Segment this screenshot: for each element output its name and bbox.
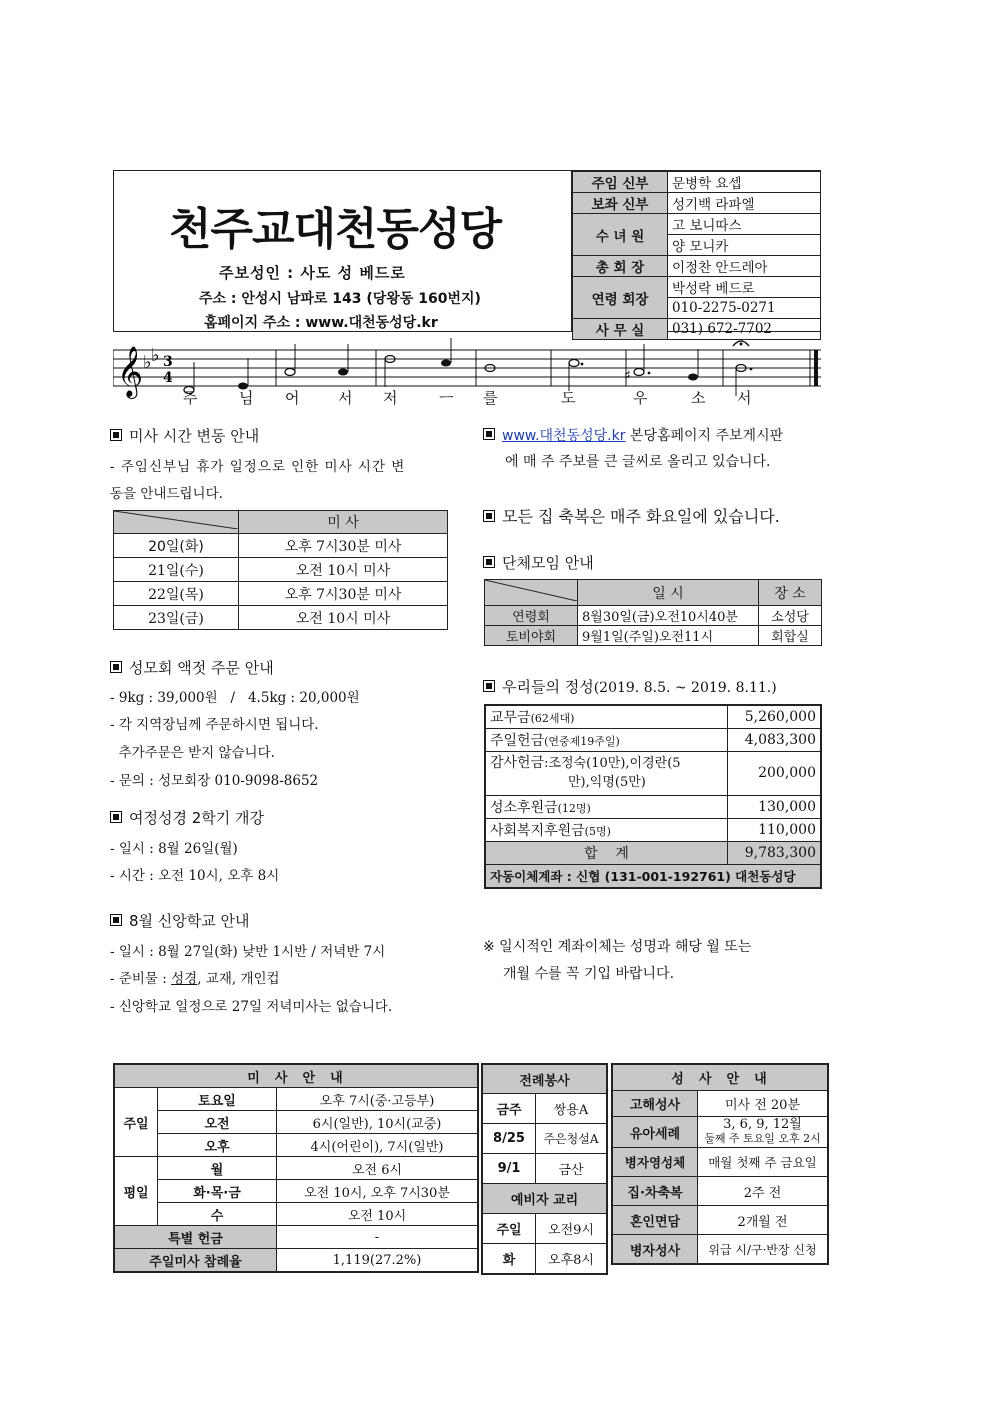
mass-day: 토요일 <box>158 1088 277 1111</box>
salted-fish-line: 추가주문은 받지 않습니다. <box>110 745 275 761</box>
staff-label: 총 회 장 <box>573 256 668 277</box>
liturgy-name: 금산 <box>536 1154 608 1184</box>
section-title-mass-change: 미사 시간 변동 안내 <box>110 425 259 446</box>
catechumen-time: 오전9시 <box>536 1214 608 1244</box>
sunday-label: 주일 <box>114 1088 158 1157</box>
end-barline <box>814 350 818 386</box>
bulletin-header <box>113 170 821 339</box>
groups-table <box>484 579 822 646</box>
square-bullet-icon <box>110 429 122 441</box>
sacrament-value: 2주 전 <box>698 1177 829 1206</box>
square-bullet-icon <box>483 556 495 568</box>
staff-label: 연령 회장 <box>573 277 668 319</box>
square-bullet-icon <box>483 680 495 692</box>
col-header: 장 소 <box>759 580 822 606</box>
mass-time: 6시(일반), 10시(교중) <box>277 1111 479 1134</box>
lyric-syllable: ㅡ <box>439 389 454 407</box>
faith-school-line: - 신앙학교 일정으로 27일 저녁미사는 없습니다. <box>110 999 393 1015</box>
treble-clef-icon: 𝄞 <box>117 346 144 397</box>
liturgy-header: 전례봉사 <box>482 1064 607 1094</box>
mass-time: 오전 6시 <box>277 1157 479 1180</box>
weekday-label: 평일 <box>114 1157 158 1226</box>
mass-time: 오전 10시, 오후 7시30분 <box>277 1180 479 1203</box>
staff-label: 사 무 실 <box>573 319 668 340</box>
svg-text:♯: ♯ <box>624 368 631 384</box>
mass-change-desc: 동을 안내드립니다. <box>110 486 223 502</box>
church-name: 천주교대천동성당 <box>169 204 502 255</box>
liturgy-name: 주은청설A <box>536 1124 608 1154</box>
col-header: 미 사 <box>239 511 448 534</box>
lyric-syllable: 서 <box>338 389 353 407</box>
transfer-note: ※ 일시적인 계좌이체는 성명과 해당 월 또는 <box>483 939 752 955</box>
sacrament-value: 매월 첫째 주 금요일 <box>698 1148 829 1177</box>
offering-total-label: 합 계 <box>485 841 728 864</box>
group-name: 연령회 <box>485 606 578 626</box>
staff-label: 주임 신부 <box>573 172 668 193</box>
mass-time: 4시(어린이), 7시(일반) <box>277 1134 479 1157</box>
mass-header: 미 사 안 내 <box>114 1064 478 1088</box>
offering-label: 주일헌금(연중제19주일) <box>485 728 728 751</box>
faith-school-line: - 일시 : 8월 27일(화) 낮반 1시반 / 저녁반 7시 <box>110 944 386 960</box>
homepage-address: 홈페이지 주소 : www.대천동성당.kr <box>204 315 438 331</box>
mass-day: 월 <box>158 1157 277 1180</box>
sacrament-label: 집·차축복 <box>612 1177 698 1206</box>
table-cell-day: 20일(화) <box>114 534 239 558</box>
catechumen-day: 화 <box>482 1244 536 1275</box>
mass-day: 수 <box>158 1203 277 1226</box>
mass-time: 오후 7시(중·고등부) <box>277 1088 479 1111</box>
svg-text:4: 4 <box>163 370 173 386</box>
table-cell-mass: 오전 10시 미사 <box>239 606 448 630</box>
mass-schedule-table <box>113 1063 479 1273</box>
sacrament-value: 미사 전 20분 <box>698 1091 829 1117</box>
svg-text:♭: ♭ <box>151 345 160 366</box>
offering-amount: 110,000 <box>728 818 822 841</box>
table-cell-mass: 오후 7시30분 미사 <box>239 582 448 606</box>
offering-amount: 130,000 <box>728 795 822 818</box>
diagonal-cell <box>485 580 578 606</box>
group-place: 소성당 <box>759 606 822 626</box>
staff-value: 031) 672-7702 <box>668 319 821 340</box>
table-cell-mass: 오후 7시30분 미사 <box>239 534 448 558</box>
square-bullet-icon <box>483 428 495 440</box>
notice-homepage-line2: 에 매 주 주보를 큰 글씨로 올리고 있습니다. <box>505 454 771 470</box>
section-title-salted-fish: 성모회 액젓 주문 안내 <box>110 657 274 678</box>
offering-amount: 4,083,300 <box>728 728 822 751</box>
lyric-syllable: 우 <box>633 389 648 407</box>
liturgy-date: 9/1 <box>482 1154 536 1184</box>
section-title-offerings: 우리들의 정성(2019. 8.5. ~ 2019. 8.11.) <box>483 676 777 697</box>
attendance-value: 1,119(27.2%) <box>277 1249 479 1273</box>
offering-label: 감사헌금:조정숙(10만),이경란(5 만),익명(5만) <box>485 751 728 795</box>
attendance-label: 주일미사 참례율 <box>114 1249 277 1273</box>
liturgy-name: 쌍용A <box>536 1094 608 1124</box>
table-cell-day: 22일(목) <box>114 582 239 606</box>
patron-saint: 주보성인 : 사도 성 베드로 <box>219 264 406 282</box>
offering-label: 사회복지후원금(5명) <box>485 818 728 841</box>
diagonal-cell <box>114 511 239 534</box>
offerings-table <box>484 704 822 889</box>
church-address: 주소 : 안성시 남파로 143 (당왕동 160번지) <box>199 291 481 307</box>
group-date: 9월1일(주일)오전11시 <box>578 626 759 646</box>
special-offering-value: - <box>277 1226 479 1249</box>
notice-house-blessing: 모든 집 축복은 매주 화요일에 있습니다. <box>483 504 780 527</box>
group-name: 토비야회 <box>485 626 578 646</box>
lyric-syllable: 님 <box>239 389 254 407</box>
offering-total: 9,783,300 <box>728 841 822 864</box>
table-cell-mass: 오전 10시 미사 <box>239 558 448 582</box>
mass-day: 오전 <box>158 1111 277 1134</box>
staff-value: 성기백 라파엘 <box>668 193 821 214</box>
lyric-syllable: 서 <box>737 389 752 407</box>
lyric-syllable: 주 <box>183 389 198 407</box>
offering-amount: 200,000 <box>728 751 822 795</box>
section-title-groups: 단체모임 안내 <box>483 552 594 573</box>
square-bullet-icon <box>110 661 122 673</box>
square-bullet-icon <box>110 811 122 823</box>
offering-label: 교무금(62세대) <box>485 705 728 728</box>
staff-label: 수 녀 원 <box>573 214 668 256</box>
liturgy-date: 금주 <box>482 1094 536 1124</box>
mass-time: 오전 10시 <box>277 1203 479 1226</box>
mass-change-table <box>113 510 448 630</box>
section-title-faith-school: 8월 신앙학교 안내 <box>110 910 250 931</box>
lyric-syllable: 도 <box>561 389 576 407</box>
bible-line: - 일시 : 8월 26일(월) <box>110 841 238 857</box>
staff-value: 고 보니따스 <box>668 214 821 235</box>
staff-value: 문병학 요셉 <box>668 172 821 193</box>
sacrament-header: 성 사 안 내 <box>612 1064 828 1091</box>
sacrament-label: 유아세례 <box>612 1117 698 1148</box>
staff-table <box>571 171 821 339</box>
lyric-syllable: 를 <box>483 389 498 407</box>
special-offering-label: 특별 헌금 <box>114 1226 277 1249</box>
square-bullet-icon <box>483 510 495 522</box>
sacrament-label: 병자영성체 <box>612 1148 698 1177</box>
section-title-bible: 여정성경 2학기 개강 <box>110 807 264 828</box>
sacrament-value: 위급 시/구·반장 신청 <box>698 1235 829 1265</box>
salted-fish-line: - 각 지역장님께 주문하시면 됩니다. <box>110 717 319 733</box>
sacrament-table <box>611 1063 829 1265</box>
sacrament-value: 3, 6, 9, 12월 둘째 주 토요일 오후 2시 <box>698 1117 829 1148</box>
catechumen-time: 오후8시 <box>536 1244 608 1275</box>
square-bullet-icon <box>110 914 122 926</box>
staff-value: 이정찬 안드레아 <box>668 256 821 277</box>
mass-change-desc: - 주임신부님 휴가 일정으로 인한 미사 시간 변 <box>110 459 406 475</box>
offering-amount: 5,260,000 <box>728 705 822 728</box>
faith-school-line: - 준비물 : 성경, 교재, 개인컵 <box>110 971 280 987</box>
staff-label: 보좌 신부 <box>573 193 668 214</box>
bible-line: - 시간 : 오전 10시, 오후 8시 <box>110 868 280 884</box>
sacrament-label: 병자성사 <box>612 1235 698 1265</box>
homepage-link[interactable]: www.대천동성당.kr <box>502 428 626 444</box>
group-place: 회합실 <box>759 626 822 646</box>
lyric-syllable: 저 <box>383 389 398 407</box>
svg-text:♭: ♭ <box>143 352 152 373</box>
table-cell-day: 21일(수) <box>114 558 239 582</box>
salted-fish-line: - 문의 : 성모회장 010-9098-8652 <box>110 773 319 789</box>
sacrament-label: 혼인면담 <box>612 1206 698 1235</box>
sacrament-label: 고해성사 <box>612 1091 698 1117</box>
staff-value: 양 모니카 <box>668 235 821 256</box>
lyric-syllable: 소 <box>691 389 706 407</box>
staff-value: 010-2275-0271 <box>668 298 821 319</box>
hymn-lyrics <box>113 387 821 407</box>
col-header: 일 시 <box>578 580 759 606</box>
bank-account: 자동이체계좌 : 신협 (131-001-192761) 대천동성당 <box>485 864 821 888</box>
table-cell-day: 23일(금) <box>114 606 239 630</box>
svg-text:3: 3 <box>163 354 173 370</box>
staff-value: 박성락 베드로 <box>668 277 821 298</box>
liturgy-date: 8/25 <box>482 1124 536 1154</box>
offering-label: 성소후원금(12명) <box>485 795 728 818</box>
mass-day: 화·목·금 <box>158 1180 277 1203</box>
transfer-note: 개월 수를 꼭 기입 바랍니다. <box>503 966 675 982</box>
salted-fish-line: - 9kg : 39,000원 / 4.5kg : 20,000원 <box>110 690 360 706</box>
catechumen-header: 예비자 교리 <box>482 1184 607 1214</box>
mass-day: 오후 <box>158 1134 277 1157</box>
notice-homepage: www.대천동성당.kr 본당홈페이지 주보게시판 <box>483 425 783 445</box>
catechumen-day: 주일 <box>482 1214 536 1244</box>
liturgy-table <box>481 1063 608 1275</box>
lyric-syllable: 어 <box>285 389 300 407</box>
sacrament-value: 2개월 전 <box>698 1206 829 1235</box>
group-date: 8월30일(금)오전10시40분 <box>578 606 759 626</box>
